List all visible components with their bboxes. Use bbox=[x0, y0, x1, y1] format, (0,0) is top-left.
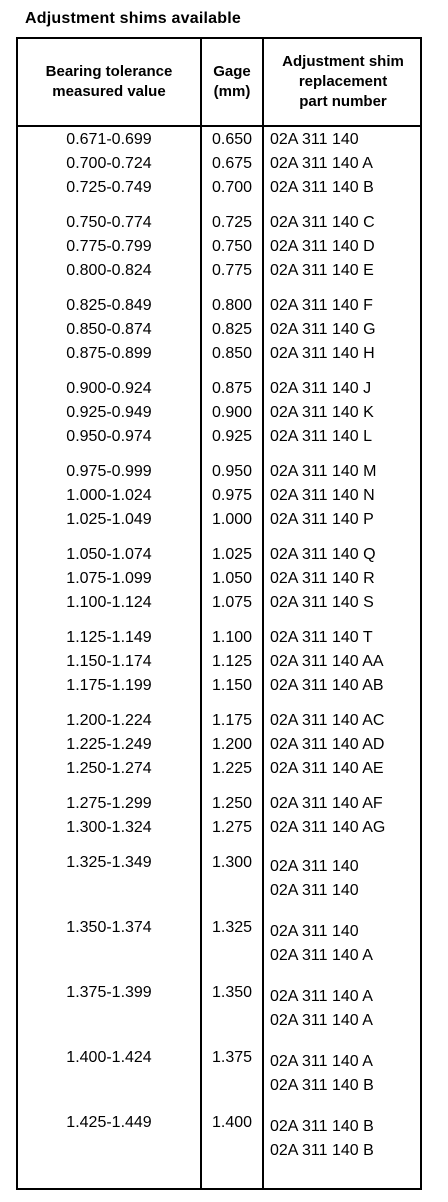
header-gage: Gage (mm) bbox=[213, 63, 251, 100]
measured-value-cell: 1.400-1.424 bbox=[66, 1049, 152, 1066]
gage-cell: 1.225 bbox=[211, 760, 253, 777]
table-title: Adjustment shims available bbox=[25, 10, 241, 27]
part-number-cell bbox=[270, 711, 384, 735]
gage-cell: 1.000 bbox=[211, 511, 253, 528]
measured-value-cell: 0.725-0.749 bbox=[66, 179, 152, 196]
part-number: 02A 311 140 A bbox=[270, 1053, 373, 1070]
measured-value-cell: 1.425-1.449 bbox=[66, 1114, 152, 1131]
gage-cell: 0.850 bbox=[211, 345, 253, 362]
part-number-cell bbox=[270, 403, 374, 427]
measured-value-cell: 1.050-1.074 bbox=[66, 546, 152, 563]
gage-cell: 1.300 bbox=[211, 854, 253, 871]
part-number-cell bbox=[270, 213, 375, 237]
part-number: 02A 311 140 bbox=[270, 923, 359, 940]
part-number: 02A 311 140 H bbox=[270, 345, 375, 362]
part-number: 02A 311 140 L bbox=[270, 428, 373, 445]
header-divider bbox=[18, 125, 420, 127]
part-number: 02A 311 140 bbox=[270, 131, 359, 148]
gage-cell: 0.775 bbox=[211, 262, 253, 279]
part-number-cell bbox=[270, 261, 374, 285]
gage-cell: 0.975 bbox=[211, 487, 253, 504]
gage-cell: 1.150 bbox=[211, 677, 253, 694]
part-number: 02A 311 140 E bbox=[270, 262, 374, 279]
gage-cell: 1.325 bbox=[211, 919, 253, 936]
measured-value-cell: 1.200-1.224 bbox=[66, 712, 152, 729]
part-number-cell bbox=[270, 178, 374, 202]
header-measured-value: Bearing tolerance measured value bbox=[45, 63, 173, 100]
part-number-cell bbox=[270, 652, 384, 676]
part-number: 02A 311 140 B bbox=[270, 179, 374, 196]
measured-value-cell: 1.300-1.324 bbox=[66, 819, 152, 836]
measured-value-cell: 0.775-0.799 bbox=[66, 238, 152, 255]
part-number-cell bbox=[270, 130, 359, 154]
gage-cell: 0.675 bbox=[211, 155, 253, 172]
part-number-cell bbox=[270, 510, 374, 534]
measured-value-cell: 1.250-1.274 bbox=[66, 760, 152, 777]
part-number-cell bbox=[270, 676, 384, 700]
part-number-cell bbox=[270, 794, 383, 818]
part-number-cell bbox=[270, 154, 373, 178]
part-number: 02A 311 140 M bbox=[270, 463, 377, 480]
column-divider bbox=[200, 39, 202, 1188]
part-number: 02A 311 140 AC bbox=[270, 712, 385, 729]
part-number: 02A 311 140 C bbox=[270, 214, 375, 231]
part-number-cell bbox=[270, 1117, 374, 1165]
gage-cell: 1.025 bbox=[211, 546, 253, 563]
gage-cell: 1.075 bbox=[211, 594, 253, 611]
gage-cell: 1.375 bbox=[211, 1049, 253, 1066]
measured-value-cell: 1.025-1.049 bbox=[66, 511, 152, 528]
part-number: 02A 311 140 A bbox=[270, 155, 373, 172]
part-number: 02A 311 140 P bbox=[270, 511, 374, 528]
measured-value-cell: 1.000-1.024 bbox=[66, 487, 152, 504]
part-number: 02A 311 140 B bbox=[270, 1077, 374, 1094]
part-number: 02A 311 140 bbox=[270, 882, 359, 899]
part-number-cell bbox=[270, 1052, 374, 1100]
gage-cell: 0.925 bbox=[211, 428, 253, 445]
measured-value-cell: 1.325-1.349 bbox=[66, 854, 152, 871]
measured-value-cell: 0.825-0.849 bbox=[66, 297, 152, 314]
measured-value-cell: 0.925-0.949 bbox=[66, 404, 152, 421]
part-number-cell bbox=[270, 818, 385, 842]
part-number: 02A 311 140 A bbox=[270, 988, 373, 1005]
part-number: 02A 311 140 S bbox=[270, 594, 374, 611]
part-number-cell bbox=[270, 628, 373, 652]
gage-cell: 1.125 bbox=[211, 653, 253, 670]
part-number-cell bbox=[270, 486, 375, 510]
gage-cell: 1.050 bbox=[211, 570, 253, 587]
part-number-cell bbox=[270, 296, 373, 320]
gage-cell: 1.100 bbox=[211, 629, 253, 646]
measured-value-cell: 1.175-1.199 bbox=[66, 677, 152, 694]
gage-cell: 0.700 bbox=[211, 179, 253, 196]
measured-value-cell: 0.750-0.774 bbox=[66, 214, 152, 231]
part-number: 02A 311 140 R bbox=[270, 570, 375, 587]
part-number: 02A 311 140 B bbox=[270, 1118, 374, 1135]
part-number: 02A 311 140 AA bbox=[270, 653, 384, 670]
measured-value-cell: 1.150-1.174 bbox=[66, 653, 152, 670]
part-number: 02A 311 140 AF bbox=[270, 795, 383, 812]
part-number: 02A 311 140 K bbox=[270, 404, 374, 421]
gage-cell: 1.250 bbox=[211, 795, 253, 812]
measured-value-cell: 0.950-0.974 bbox=[66, 428, 152, 445]
part-number-cell bbox=[270, 922, 373, 970]
part-number: 02A 311 140 Q bbox=[270, 546, 376, 563]
measured-value-cell: 1.375-1.399 bbox=[66, 984, 152, 1001]
measured-value-cell: 1.125-1.149 bbox=[66, 629, 152, 646]
part-number-cell bbox=[270, 379, 371, 403]
part-number: 02A 311 140 A bbox=[270, 947, 373, 964]
header-part-number: Adjustment shim replacement part number bbox=[282, 53, 404, 110]
measured-value-cell: 0.900-0.924 bbox=[66, 380, 152, 397]
part-number: 02A 311 140 J bbox=[270, 380, 372, 397]
part-number-cell bbox=[270, 462, 376, 486]
part-number: 02A 311 140 T bbox=[270, 629, 373, 646]
part-number: 02A 311 140 A bbox=[270, 1012, 373, 1029]
measured-value-cell: 0.800-0.824 bbox=[66, 262, 152, 279]
part-number: 02A 311 140 AD bbox=[270, 736, 385, 753]
part-number: 02A 311 140 AG bbox=[270, 819, 386, 836]
part-number-cell bbox=[270, 857, 359, 905]
part-number: 02A 311 140 N bbox=[270, 487, 375, 504]
gage-cell: 0.650 bbox=[211, 131, 253, 148]
measured-value-cell: 1.350-1.374 bbox=[66, 919, 152, 936]
gage-cell: 1.400 bbox=[211, 1114, 253, 1131]
gage-cell: 0.900 bbox=[211, 404, 253, 421]
part-number-cell bbox=[270, 593, 374, 617]
measured-value-cell: 1.275-1.299 bbox=[66, 795, 152, 812]
gage-cell: 0.875 bbox=[211, 380, 253, 397]
part-number-cell bbox=[270, 344, 375, 368]
gage-cell: 0.800 bbox=[211, 297, 253, 314]
gage-cell: 1.275 bbox=[211, 819, 253, 836]
part-number-cell bbox=[270, 427, 372, 451]
part-number-cell bbox=[270, 545, 376, 569]
gage-cell: 1.175 bbox=[211, 712, 253, 729]
part-number-cell bbox=[270, 987, 373, 1035]
measured-value-cell: 0.975-0.999 bbox=[66, 463, 152, 480]
part-number: 02A 311 140 F bbox=[270, 297, 373, 314]
measured-value-cell: 0.671-0.699 bbox=[66, 131, 152, 148]
gage-cell: 0.950 bbox=[211, 463, 253, 480]
part-number: 02A 311 140 AB bbox=[270, 677, 384, 694]
gage-cell: 0.725 bbox=[211, 214, 253, 231]
gage-cell: 1.350 bbox=[211, 984, 253, 1001]
shim-table bbox=[16, 37, 422, 1190]
measured-value-cell: 1.100-1.124 bbox=[66, 594, 152, 611]
measured-value-cell: 0.850-0.874 bbox=[66, 321, 152, 338]
measured-value-cell: 1.075-1.099 bbox=[66, 570, 152, 587]
measured-value-cell: 0.700-0.724 bbox=[66, 155, 152, 172]
part-number-cell bbox=[270, 237, 375, 261]
part-number: 02A 311 140 AE bbox=[270, 760, 384, 777]
column-divider bbox=[262, 39, 264, 1188]
part-number: 02A 311 140 G bbox=[270, 321, 376, 338]
part-number: 02A 311 140 B bbox=[270, 1142, 374, 1159]
part-number: 02A 311 140 D bbox=[270, 238, 375, 255]
gage-cell: 1.200 bbox=[211, 736, 253, 753]
part-number-cell bbox=[270, 759, 384, 783]
part-number-cell bbox=[270, 320, 376, 344]
measured-value-cell: 0.875-0.899 bbox=[66, 345, 152, 362]
measured-value-cell: 1.225-1.249 bbox=[66, 736, 152, 753]
gage-cell: 0.750 bbox=[211, 238, 253, 255]
gage-cell: 0.825 bbox=[211, 321, 253, 338]
part-number-cell bbox=[270, 735, 384, 759]
part-number-cell bbox=[270, 569, 375, 593]
part-number: 02A 311 140 bbox=[270, 858, 359, 875]
